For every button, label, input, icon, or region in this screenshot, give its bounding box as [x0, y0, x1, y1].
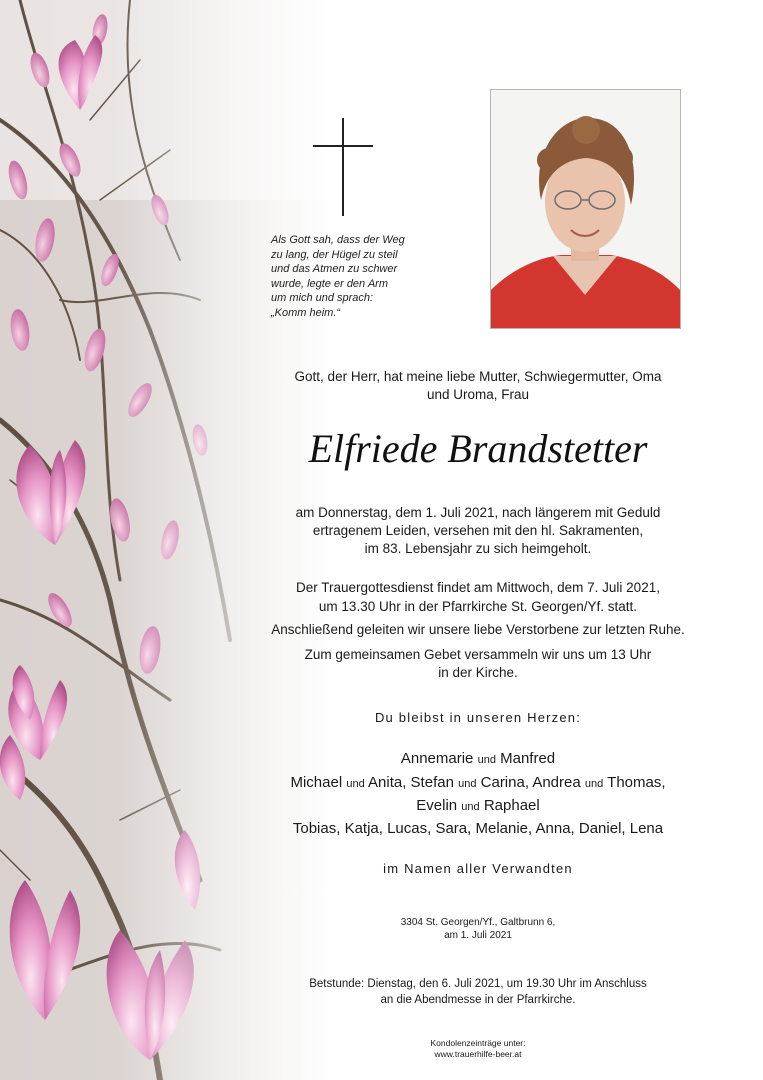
wake-line: Betstunde: Dienstag, den 6. Juli 2021, um 19.30 Uhr im Anschluss	[309, 978, 647, 990]
funeral-line: Der Trauergottesdienst findet am Mittwoch, dem 7. Juli 2021,	[296, 580, 660, 595]
family-name: Carina, Andrea	[480, 773, 581, 791]
deceased-name: Elfriede Brandstetter	[308, 426, 648, 471]
family-line	[262, 772, 694, 796]
poem-line: wurde, legte er den Arm	[271, 277, 388, 290]
wake-line: an die Abendmesse in der Pfarrkirche.	[380, 993, 576, 1006]
poem-line: um mich und sprach:	[271, 292, 374, 304]
family-name: Michael	[290, 773, 343, 791]
family-name: Raphael	[483, 797, 540, 814]
intro-line: Gott, der Herr, hat meine liebe Mutter, Schwiegermutter, Oma	[294, 369, 662, 384]
death-notice-line: ertragenem Leiden, versehen mit den hl. Sakramenten,	[312, 523, 644, 538]
death-notice-line: am Donnerstag, dem 1. Juli 2021, nach längerem mit Geduld	[295, 505, 661, 520]
prayer-info	[262, 646, 694, 682]
grandchildren-list: Tobias, Katja, Lucas, Sara, Melanie, Anna, Daniel, Lena	[292, 820, 664, 837]
prayer-line: Zum gemeinsamen Gebet versammeln wir uns um 13 Uhr	[304, 647, 652, 662]
family-name: Evelin	[416, 797, 458, 814]
family-name: Anita, Stefan	[368, 773, 454, 791]
wake-info	[262, 977, 694, 1008]
address-line: 3304 St. Georgen/Yf., Galtbrunn 6,	[400, 917, 556, 928]
poem-line: „Komm heim.“	[271, 306, 341, 319]
funeral-line: um 13.30 Uhr in der Pfarrkirche St. Georgen/Yf. statt.	[318, 598, 638, 614]
family-name: Manfred	[500, 750, 556, 767]
intro-line: und Uroma, Frau	[426, 387, 530, 402]
hearts-heading: Du bleibst in unseren Herzen:	[374, 710, 582, 725]
condolence-info	[262, 1038, 694, 1059]
intro-text	[262, 368, 694, 404]
family-und: und	[461, 801, 480, 813]
family-line	[262, 748, 694, 772]
relatives-text: im Namen aller Verwandten	[383, 861, 573, 876]
family-und: und	[346, 777, 365, 790]
poem-line: Als Gott sah, dass der Weg	[271, 234, 405, 246]
family-name: Annemarie	[400, 750, 474, 767]
family-name: Thomas,	[607, 773, 666, 791]
portrait-photo	[490, 89, 681, 329]
address-date: am 1. Juli 2021	[444, 930, 512, 941]
death-notice-line: im 83. Lebensjahr zu sich heimgeholt.	[364, 541, 592, 556]
cross-icon	[313, 118, 373, 216]
address-block	[262, 916, 694, 942]
poem-line: und das Atmen zu schwer	[271, 263, 398, 275]
prayer-line: in der Kirche.	[438, 665, 518, 680]
family-und: und	[458, 777, 477, 790]
funeral-info	[262, 579, 694, 616]
condolence-link[interactable]: www.trauerhilfe-beer.at	[434, 1048, 522, 1059]
condolence-label: Kondolenzeinträge unter:	[430, 1038, 526, 1048]
portrait-photo-image	[491, 90, 680, 328]
death-notice	[262, 504, 694, 558]
escort-text: Anschließend geleiten wir unsere liebe Verstorbene zur letzten Ruhe.	[271, 622, 685, 637]
poem	[271, 233, 431, 320]
family-list	[262, 748, 694, 819]
family-und: und	[584, 777, 604, 790]
poem-line: zu lang, der Hügel zu steil	[271, 248, 398, 261]
family-und: und	[477, 754, 496, 766]
family-line	[262, 795, 694, 819]
